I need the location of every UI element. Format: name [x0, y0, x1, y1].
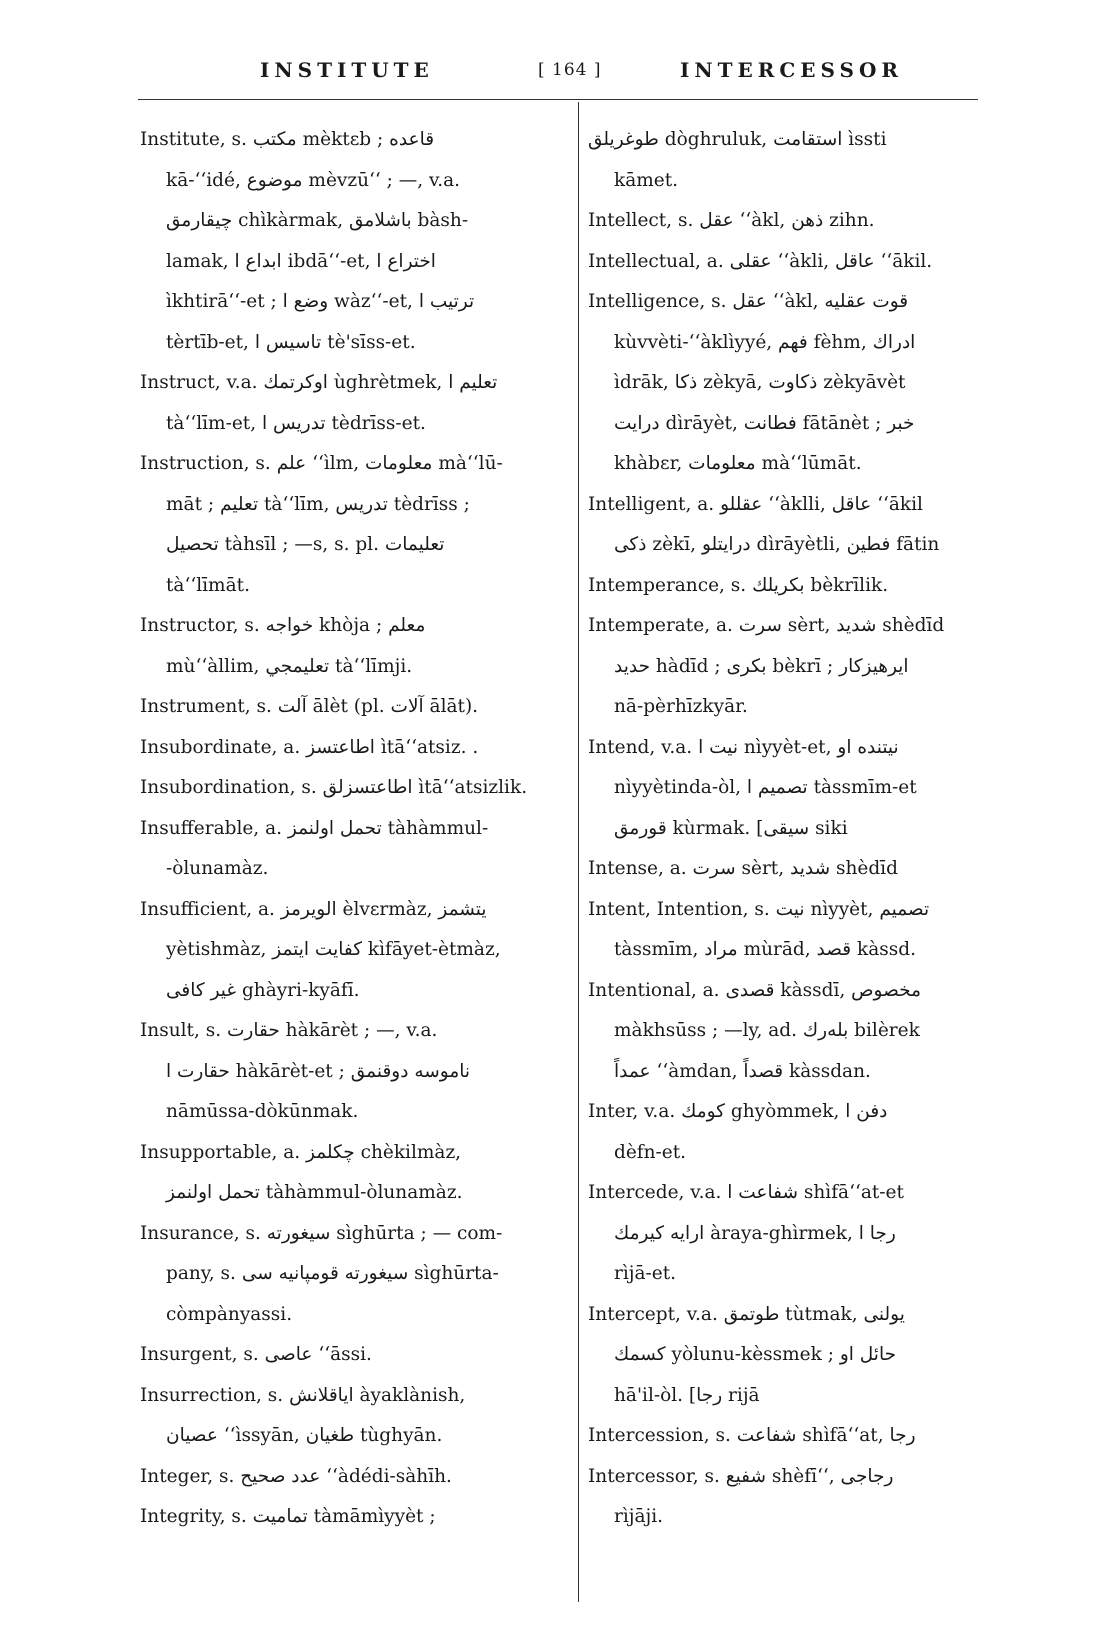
dictionary-entry: [588, 120, 1008, 201]
right-column: [588, 120, 1008, 1538]
entry-line: Intercessor, s. شفيع shèfī‘‘, رجاجى: [588, 1465, 894, 1487]
entry-line: nā-pèrhīzkyār.: [614, 696, 748, 717]
entry-line: Intentional, a. قصدى kàssdī, مخصوص: [588, 979, 921, 1001]
entry-line: Instrument, s. آلت ālèt (pl. آلات ālāt).: [140, 696, 479, 717]
dictionary-entry: [140, 120, 560, 363]
entry-line: Insult, s. حقارت hàkārèt ; —, v.a.: [140, 1020, 438, 1041]
dictionary-entry: [140, 444, 560, 606]
entry-line: ìkhtirā‘‘-et ; وضع ا wàz‘‘-et, ترتيب ا: [166, 291, 475, 312]
entry-line: Insufferable, a. تحمل اولنمز tàhàmmul-: [140, 817, 489, 839]
entry-line: nìyyètinda-òl, تصميم ا tàssmīm-et: [614, 777, 917, 798]
dictionary-entry: [588, 1092, 1008, 1173]
column-divider: [578, 102, 579, 1602]
entry-line: Intend, v.a. نيت ا nìyyèt-et, نيتنده او: [588, 736, 899, 758]
dictionary-entry: [140, 1457, 560, 1498]
dictionary-entry: [140, 687, 560, 728]
entry-line: kāmet.: [614, 169, 679, 191]
entry-line: حديد hàdīd ; بكرى bèkrī ; ايرهيزكار: [614, 655, 909, 677]
entry-line: ذكى zèkī, درايتلو dìrāyètli, فطين fātin: [614, 534, 940, 555]
entry-line: tàssmīm, مراد mùrād, قصد kàssd.: [614, 939, 916, 960]
entry-line: -òlunamàz.: [166, 858, 269, 879]
entry-line: kā-‘‘idé, موضوع mèvzū‘‘ ; —, v.a.: [166, 169, 461, 191]
dictionary-entry: [140, 768, 560, 809]
entry-line: Insupportable, a. چكلمز chèkilmàz,: [140, 1141, 462, 1163]
entry-line: Insubordination, s. اطاعتسزلق ìtā‘‘atsizlik.: [140, 777, 528, 798]
left-column: [140, 120, 560, 1538]
entry-line: mù‘‘àllim, تعليمجي tà‘‘līmji.: [166, 655, 413, 677]
entry-line: تحصيل tàhsīl ; —s, s. pl. تعليمات: [166, 534, 445, 555]
dictionary-entry: [140, 1011, 560, 1133]
entry-line: كسمك yòlunu-kèssmek ; حائل او: [614, 1344, 897, 1365]
left-guide-word: INSTITUTE: [260, 58, 434, 82]
entry-line: yètishmàz, كفايت ايتمز kìfāyet-ètmàz,: [166, 939, 501, 960]
dictionary-entry: [588, 890, 1008, 971]
dictionary-entry: [588, 201, 1008, 242]
entry-line: kùvvèti-‘‘àklìyyé, فهم fèhm, ادراك: [614, 331, 916, 353]
entry-line: Intercession, s. شفاعت shìfā‘‘at, رجا: [588, 1425, 916, 1446]
dictionary-entry: [588, 485, 1008, 566]
dictionary-entry: [140, 809, 560, 890]
entry-line: Insurrection, s. اياقلانش àyaklànish,: [140, 1384, 466, 1406]
entry-line: Intercede, v.a. شفاعت ا shìfā‘‘at-et: [588, 1182, 904, 1203]
entry-line: حقارت ا hàkārèt-et ; ناموسه دوقنمق: [166, 1060, 471, 1082]
entry-line: Insubordinate, a. اطاعتسز ìtā‘‘atsiz. .: [140, 736, 479, 758]
entry-line: Intent, Intention, s. نيت nìyyèt, تصميم: [588, 898, 930, 920]
dictionary-entry: [140, 1335, 560, 1376]
dictionary-entry: [140, 363, 560, 444]
entry-line: lamak, ابداع ا ibdā‘‘-et, اختراع ا: [166, 250, 436, 272]
entry-line: Intercept, v.a. طوتمق tùtmak, يولنى: [588, 1303, 905, 1325]
entry-line: Intemperate, a. سرت sèrt, شديد shèdīd: [588, 615, 945, 636]
dictionary-entry: [140, 606, 560, 687]
right-guide-word: INTERCESSOR: [680, 58, 904, 82]
entry-line: Integrity, s. تماميت tàmāmìyyèt ;: [140, 1506, 436, 1527]
entry-line: غير كافى ghàyri-kyāfī.: [166, 979, 360, 1001]
entry-line: Intelligence, s. عقل ‘‘àkl, قوت عقليه: [588, 291, 909, 312]
entry-line: Integer, s. عدد صحيح ‘‘àdédi-sàhīh.: [140, 1465, 452, 1487]
dictionary-entry: [588, 971, 1008, 1093]
entry-line: ìdrāk, ذكا zèkyā, ذكاوت zèkyāvèt: [614, 372, 906, 393]
entry-line: تحمل اولنمز tàhàmmul-òlunamàz.: [166, 1182, 463, 1203]
entry-line: Intelligent, a. عقللو ‘‘àklli, عاقل ‘‘ākil: [588, 493, 923, 515]
entry-line: عمداً ‘‘àmdan, قصداً kàssdan.: [614, 1060, 871, 1082]
entry-line: Instruct, v.a. اوكرتمك ùghrètmek, تعليم ا: [140, 372, 498, 393]
entry-line: còmpànyassi.: [166, 1303, 293, 1325]
entry-line: قورمق kùrmak. [سيقى siki: [614, 817, 848, 839]
entry-line: khàbɛr, معلومات mà‘‘lūmāt.: [614, 453, 862, 474]
entry-line: ارايه كيرمك àraya-ghìrmek, رجا ا: [614, 1222, 896, 1244]
entry-line: tèrtīb-et, تاسيس ا tè'sīss-et.: [166, 331, 416, 353]
entry-line: Intense, a. سرت sèrt, شديد shèdīd: [588, 858, 898, 879]
entry-line: Instruction, s. علم ‘‘ìlm, معلومات mà‘‘lū-: [140, 453, 503, 474]
header-rule: [138, 99, 978, 100]
entry-line: māt ; تعليم tà‘‘līm, تدريس tèdrīss ;: [166, 493, 470, 515]
entry-line: hā'il-òl. [رجا rijā: [614, 1384, 760, 1406]
entry-line: چيقارمق chìkàrmak, باشلامق bàsh-: [166, 210, 469, 231]
entry-line: pany, s. سيغورته قومپانيه سى sìghūrta-: [166, 1263, 499, 1284]
entry-line: درايت dìrāyèt, فطانت fātānèt ; خبر: [614, 412, 915, 434]
dictionary-entry: [588, 566, 1008, 607]
entry-line: Insurgent, s. عاصى ‘‘āssi.: [140, 1344, 372, 1365]
entry-line: Insufficient, a. الويرمز èlvɛrmàz, يتشمز: [140, 898, 487, 920]
dictionary-entry: [140, 1376, 560, 1457]
running-header: [140, 58, 980, 88]
dictionary-entry: [140, 890, 560, 1012]
entry-line: rìjāji.: [614, 1506, 664, 1527]
dictionary-entry: [140, 1497, 560, 1538]
dictionary-entry: [588, 728, 1008, 850]
page-number: [ 164 ]: [538, 60, 602, 80]
entry-line: Intellect, s. عقل ‘‘àkl, ذهن zihn.: [588, 210, 875, 231]
dictionary-entry: [588, 1295, 1008, 1417]
entry-line: عصيان ‘‘ìssyān, طغيان tùghyān.: [166, 1425, 443, 1446]
dictionary-entry: [140, 728, 560, 769]
entry-line: Intellectual, a. عقلى ‘‘àkli, عاقل ‘‘ākil.: [588, 250, 933, 272]
entry-line: Insurance, s. سيغورته sìghūrta ; — com-: [140, 1222, 503, 1244]
dictionary-entry: [140, 1214, 560, 1336]
entry-line: màkhsūss ; —ly, ad. بلەرك bilèrek: [614, 1020, 920, 1041]
entry-line: طوغريلق dòghruluk, استقامت ìssti: [588, 129, 887, 150]
dictionary-entry: [588, 1173, 1008, 1295]
entry-line: Institute, s. مكتب mèktɛb ; قاعده: [140, 129, 435, 150]
entry-line: nāmūssa-dòkūnmak.: [166, 1101, 359, 1122]
dictionary-entry: [588, 1457, 1008, 1538]
dictionary-entry: [140, 1133, 560, 1214]
dictionary-entry: [588, 1416, 1008, 1457]
dictionary-entry: [588, 242, 1008, 283]
entry-line: tà‘‘līm-et, تدريس ا tèdrīss-et.: [166, 412, 426, 434]
dictionary-entry: [588, 282, 1008, 485]
entry-line: dèfn-et.: [614, 1141, 687, 1163]
entry-line: rìjā-et.: [614, 1263, 677, 1284]
entry-line: Inter, v.a. كومك ghyòmmek, دفن ا: [588, 1101, 888, 1122]
dictionary-entry: [588, 606, 1008, 728]
entry-line: Intemperance, s. بكريلك bèkrīlik.: [588, 574, 889, 596]
entry-line: tà‘‘līmāt.: [166, 574, 250, 596]
entry-line: Instructor, s. خواجه khòja ; معلم: [140, 615, 426, 636]
dictionary-entry: [588, 849, 1008, 890]
